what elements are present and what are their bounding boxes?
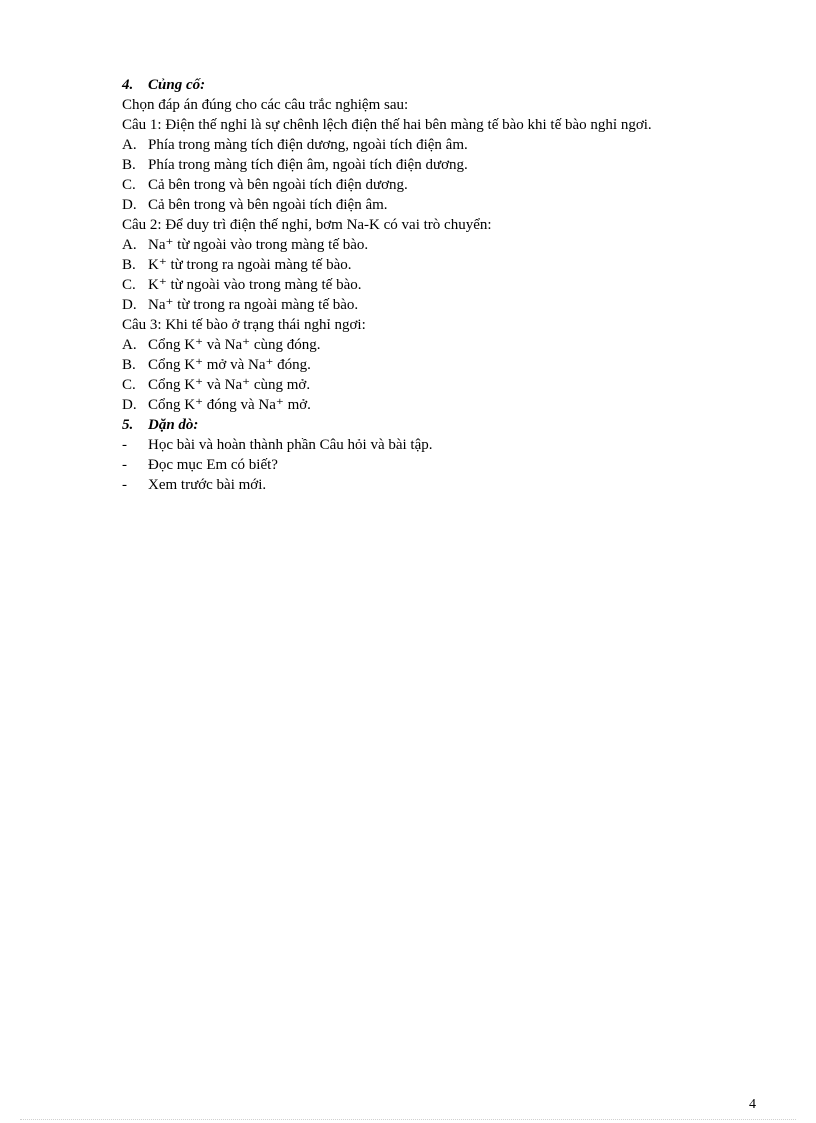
question-1-option-a: [122, 135, 772, 155]
option-letter: A.: [122, 337, 137, 353]
option-letter: D.: [122, 397, 137, 413]
homework-item-1: [122, 435, 772, 455]
section-4-number: 4.: [122, 77, 134, 93]
question-2-option-d: [122, 295, 772, 315]
question-2-option-c: [122, 275, 772, 295]
option-letter: D.: [122, 297, 137, 313]
homework-text: Học bài và hoàn thành phần Câu hỏi và bài tập.: [148, 437, 433, 453]
bullet-dash: -: [122, 437, 127, 453]
section-5-number: 5.: [122, 417, 134, 433]
question-3: Câu 3: Khi tế bào ở trạng thái nghỉ ngơi:: [122, 317, 366, 333]
page-content: [122, 75, 772, 495]
option-letter: B.: [122, 257, 136, 273]
page-number: 4: [749, 1097, 756, 1112]
option-letter: B.: [122, 357, 136, 373]
homework-item-2: [122, 455, 772, 475]
option-text: Na⁺ từ ngoài vào trong màng tế bào.: [148, 237, 369, 253]
section-5-title: Dặn dò:: [148, 417, 199, 433]
question-1-option-d: [122, 195, 772, 215]
question-3-option-b: [122, 355, 772, 375]
option-text: K⁺ từ trong ra ngoài màng tế bào.: [148, 257, 352, 273]
option-letter: B.: [122, 157, 136, 173]
option-text: Na⁺ từ trong ra ngoài màng tế bào.: [148, 297, 359, 313]
option-letter: C.: [122, 177, 136, 193]
option-text: Cổng K⁺ và Na⁺ cùng mở.: [148, 377, 311, 393]
homework-item-3: [122, 475, 772, 495]
question-3-option-d: [122, 395, 772, 415]
option-text: K⁺ từ ngoài vào trong màng tế bào.: [148, 277, 362, 293]
question-3-option-a: [122, 335, 772, 355]
option-letter: C.: [122, 377, 136, 393]
bullet-dash: -: [122, 477, 127, 493]
question-3-option-c: [122, 375, 772, 395]
bottom-divider: [20, 1119, 796, 1120]
option-text: Cả bên trong và bên ngoài tích điện âm.: [148, 197, 388, 213]
homework-text: Xem trước bài mới.: [148, 477, 267, 493]
option-text: Phía trong màng tích điện dương, ngoài tích điện âm.: [148, 137, 468, 153]
question-2-option-a: [122, 235, 772, 255]
quiz-intro: Chọn đáp án đúng cho các câu trắc nghiệm sau:: [122, 97, 409, 113]
homework-text: Đọc mục Em có biết?: [148, 457, 278, 473]
section-4-heading: [122, 75, 772, 95]
question-1-option-c: [122, 175, 772, 195]
option-text: Cổng K⁺ đóng và Na⁺ mở.: [148, 397, 311, 413]
option-text: Cổng K⁺ và Na⁺ cùng đóng.: [148, 337, 321, 353]
option-text: Cả bên trong và bên ngoài tích điện dương.: [148, 177, 408, 193]
option-letter: D.: [122, 197, 137, 213]
question-2: Câu 2: Để duy trì điện thế nghỉ, bơm Na-K có vai trò chuyển:: [122, 217, 492, 233]
section-5-heading: [122, 415, 772, 435]
option-text: Phía trong màng tích điện âm, ngoài tích điện dương.: [148, 157, 468, 173]
option-letter: A.: [122, 137, 137, 153]
question-1: Câu 1: Điện thế nghỉ là sự chênh lệch điện thế hai bên màng tế bào khi tế bào nghỉ ngơi.: [122, 117, 652, 133]
option-letter: A.: [122, 237, 137, 253]
section-4-title: Củng cố:: [148, 77, 206, 93]
option-letter: C.: [122, 277, 136, 293]
question-1-option-b: [122, 155, 772, 175]
bullet-dash: -: [122, 457, 127, 473]
option-text: Cổng K⁺ mở và Na⁺ đóng.: [148, 357, 311, 373]
question-2-option-b: [122, 255, 772, 275]
